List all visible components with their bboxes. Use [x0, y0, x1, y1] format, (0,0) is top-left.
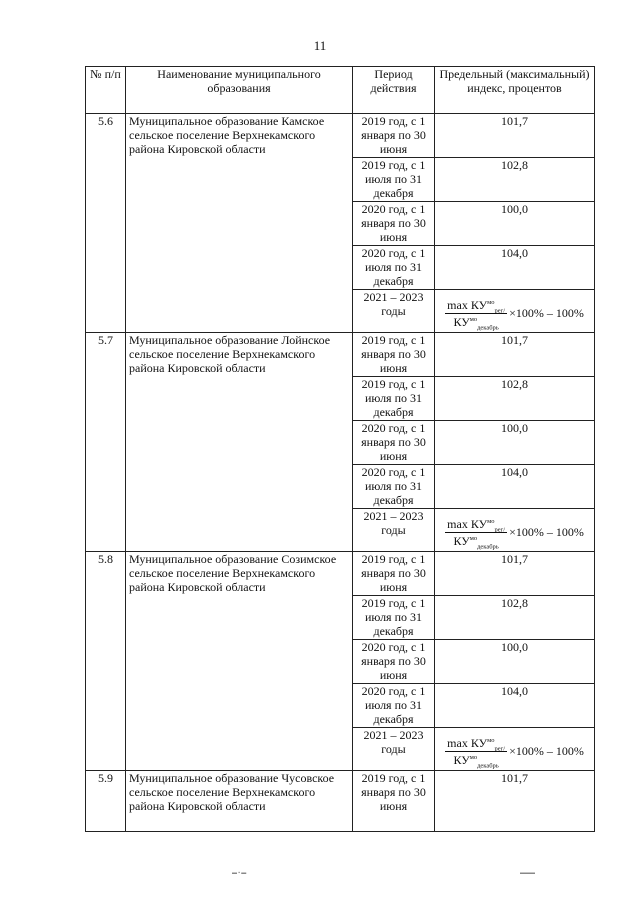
- index-value: 104,0: [435, 246, 595, 290]
- period-cell: 2019 год, с 1 июля по 31 декабря: [353, 377, 435, 421]
- municipality-name: Муниципальное образование Лойнское сельское поселение Верхнекамского района Кировской области: [126, 333, 353, 552]
- formula-ku: КУ: [453, 752, 470, 767]
- formula-rest: ×100% – 100%: [509, 525, 584, 539]
- index-formula: [435, 728, 595, 771]
- formula-sup: мо: [487, 736, 495, 744]
- table-body: [86, 114, 595, 832]
- index-value: 100,0: [435, 421, 595, 465]
- tariff-index-table: [85, 66, 595, 832]
- index-value: 101,7: [435, 771, 595, 832]
- index-value: 102,8: [435, 377, 595, 421]
- period-cell: 2019 год, с 1 июля по 31 декабря: [353, 596, 435, 640]
- index-formula: [435, 509, 595, 552]
- row-number: 5.7: [86, 333, 126, 552]
- formula-max: max КУ: [447, 297, 488, 312]
- formula-rest: ×100% – 100%: [509, 744, 584, 758]
- table-row: [86, 333, 595, 377]
- row-number: 5.9: [86, 771, 126, 832]
- row-number: 5.6: [86, 114, 126, 333]
- period-cell: 2021 – 2023 годы: [353, 509, 435, 552]
- formula-max: max КУ: [447, 516, 488, 531]
- period-cell: 2020 год, с 1 января по 30 июня: [353, 421, 435, 465]
- formula-sub-dec: декабрь: [477, 761, 499, 769]
- period-cell: 2020 год, с 1 июля по 31 декабря: [353, 465, 435, 509]
- row-number: 5.8: [86, 552, 126, 771]
- table-row: [86, 771, 595, 832]
- page-number: 11: [313, 38, 327, 53]
- formula-sup: мо: [469, 315, 478, 323]
- period-cell: 2020 год, с 1 июля по 31 декабря: [353, 684, 435, 728]
- formula-sub-dec: декабрь: [477, 542, 499, 550]
- table-row: [86, 552, 595, 596]
- formula-sup: мо: [469, 534, 478, 542]
- formula-sup: мо: [487, 517, 495, 525]
- formula-rest: ×100% – 100%: [509, 306, 584, 320]
- formula-sup: мо: [487, 298, 495, 306]
- index-value: 101,7: [435, 333, 595, 377]
- header-index: Предельный (максимальный) индекс, процентов: [435, 67, 595, 114]
- formula-sup: мо: [469, 753, 478, 761]
- index-formula: [435, 290, 595, 333]
- period-cell: 2021 – 2023 годы: [353, 728, 435, 771]
- period-cell: 2020 год, с 1 января по 30 июня: [353, 640, 435, 684]
- index-value: 104,0: [435, 684, 595, 728]
- formula-sub-reg: рег/: [494, 525, 506, 533]
- scan-mark-right: ▬▬▬: [520, 871, 535, 876]
- period-cell: 2019 год, с 1 января по 30 июня: [353, 114, 435, 158]
- header-num: № п/п: [86, 67, 126, 114]
- period-cell: 2019 год, с 1 января по 30 июня: [353, 333, 435, 377]
- period-cell: 2019 год, с 1 июля по 31 декабря: [353, 158, 435, 202]
- table-row: [86, 114, 595, 158]
- index-value: 101,7: [435, 114, 595, 158]
- index-value: 102,8: [435, 158, 595, 202]
- header-name: Наименование муниципального образования: [126, 67, 353, 114]
- period-cell: 2019 год, с 1 января по 30 июня: [353, 771, 435, 832]
- index-value: 104,0: [435, 465, 595, 509]
- formula-sub-reg: рег/: [494, 306, 506, 314]
- formula-sub-reg: рег/: [494, 744, 506, 752]
- formula-sub-dec: декабрь: [477, 323, 499, 331]
- index-value: 100,0: [435, 640, 595, 684]
- period-cell: 2020 год, с 1 июля по 31 декабря: [353, 246, 435, 290]
- formula-max: max КУ: [447, 735, 488, 750]
- period-cell: 2020 год, с 1 января по 30 июня: [353, 202, 435, 246]
- table-header-row: [86, 67, 595, 114]
- index-value: 102,8: [435, 596, 595, 640]
- period-cell: 2021 – 2023 годы: [353, 290, 435, 333]
- formula-ku: КУ: [453, 533, 470, 548]
- period-cell: 2019 год, с 1 января по 30 июня: [353, 552, 435, 596]
- municipality-name: Муниципальное образование Созимское сельское поселение Верхнекамского района Кировской области: [126, 552, 353, 771]
- header-period: Период действия: [353, 67, 435, 114]
- index-value: 101,7: [435, 552, 595, 596]
- formula-ku: КУ: [453, 314, 470, 329]
- scan-mark-left: ▬ ▪ ▬: [232, 871, 247, 876]
- municipality-name: Муниципальное образование Чусовское сельское поселение Верхнекамского района Кировской области: [126, 771, 353, 832]
- index-value: 100,0: [435, 202, 595, 246]
- municipality-name: Муниципальное образование Камское сельское поселение Верхнекамского района Кировской области: [126, 114, 353, 333]
